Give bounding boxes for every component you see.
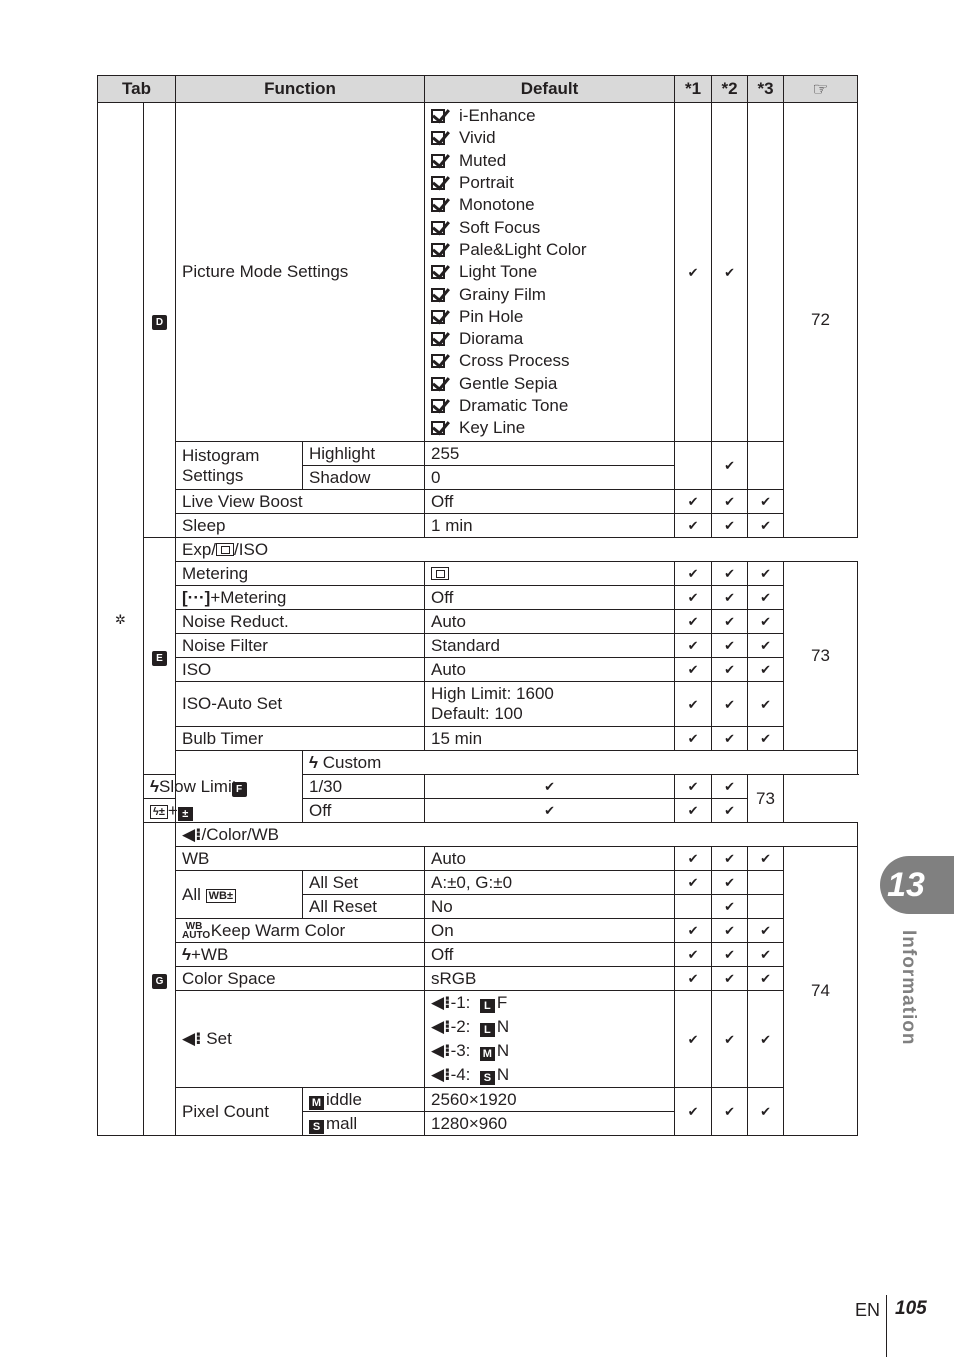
check-icon: ✔ bbox=[760, 851, 771, 867]
color-space-label: Color Space bbox=[176, 967, 425, 991]
all-reset-value: No bbox=[425, 895, 675, 919]
quality-set-item: ◀⁝-4: S N bbox=[431, 1065, 510, 1085]
tab-g bbox=[144, 823, 176, 1136]
table-row bbox=[98, 442, 858, 490]
pointing-hand-icon: ☞ bbox=[812, 78, 829, 99]
wb-value: Auto bbox=[425, 847, 675, 871]
table-row bbox=[98, 103, 858, 442]
check-icon: ✔ bbox=[724, 662, 735, 678]
picture-mode-item-label: Pale&Light Color bbox=[459, 239, 587, 259]
table-row bbox=[98, 562, 858, 586]
page-ref-72: 72 bbox=[784, 103, 858, 538]
check-icon: ✔ bbox=[760, 518, 771, 534]
tab-f-icon: F bbox=[232, 782, 247, 797]
check-icon: ✔ bbox=[687, 803, 699, 819]
tab-d bbox=[144, 103, 176, 538]
table-row bbox=[98, 919, 858, 943]
table-row bbox=[98, 847, 858, 871]
tab-d-icon: D bbox=[152, 315, 167, 330]
picture-mode-item-label: Vivid bbox=[459, 128, 496, 148]
chapter-label: Information bbox=[898, 930, 919, 1046]
check-icon: ✔ bbox=[760, 1104, 771, 1120]
checkbox-checked-icon bbox=[431, 221, 445, 235]
picture-mode-item bbox=[431, 194, 668, 216]
pixel-small-value: 1280×960 bbox=[431, 1114, 508, 1134]
picture-mode-item bbox=[431, 417, 668, 439]
header-col3: *3 bbox=[748, 76, 784, 103]
check-icon: ✔ bbox=[687, 590, 699, 606]
image-quality-icon: ◀⁝ bbox=[431, 1041, 451, 1061]
quality-set-list bbox=[431, 991, 668, 1087]
table-row bbox=[98, 586, 858, 610]
section-color bbox=[98, 823, 858, 847]
checkbox-checked-icon bbox=[431, 332, 445, 346]
check-icon: ✔ bbox=[724, 1031, 735, 1047]
live-view-boost-value: Off bbox=[425, 490, 675, 514]
picture-mode-item bbox=[431, 216, 668, 238]
tab-e-icon: E bbox=[152, 651, 167, 666]
section-exp bbox=[98, 538, 858, 562]
picture-mode-item-label: Soft Focus bbox=[459, 217, 541, 237]
check-icon: ✔ bbox=[724, 614, 735, 630]
header-col2: *2 bbox=[712, 76, 748, 103]
header-tab: Tab bbox=[98, 76, 176, 103]
check-icon: ✔ bbox=[687, 662, 699, 678]
metering-value bbox=[425, 562, 675, 586]
pixel-middle-label: M iddle bbox=[303, 1088, 424, 1112]
wb-auto-icon: WB AUTO bbox=[182, 921, 211, 942]
check-icon: ✔ bbox=[687, 971, 699, 987]
picture-mode-item-label: i-Enhance bbox=[459, 106, 536, 126]
flash-icon: ϟ bbox=[182, 944, 191, 964]
histogram-label: Histogram Settings bbox=[176, 442, 303, 490]
check-icon: ✔ bbox=[760, 662, 771, 678]
picture-mode-item bbox=[431, 350, 668, 372]
table-row bbox=[98, 943, 858, 967]
check-icon: ✔ bbox=[760, 638, 771, 654]
picture-mode-item bbox=[431, 283, 668, 305]
picture-mode-item-label: Cross Process bbox=[459, 351, 570, 371]
table-row bbox=[98, 490, 858, 514]
pixel-count-label: Pixel Count bbox=[176, 1088, 303, 1136]
check-icon: ✔ bbox=[687, 1104, 699, 1120]
gear-icon: ✲ bbox=[115, 612, 126, 628]
all-wb-label: All WB± bbox=[176, 871, 303, 919]
check-icon: ✔ bbox=[687, 1031, 699, 1047]
tab-e bbox=[144, 538, 176, 775]
all-reset-label: All Reset bbox=[303, 895, 425, 919]
picture-mode-item bbox=[431, 239, 668, 261]
table-row bbox=[98, 727, 858, 751]
iso-auto-value: High Limit: 1600 Default: 100 bbox=[425, 682, 675, 727]
picture-mode-item-label: Light Tone bbox=[459, 262, 538, 282]
check-icon: ✔ bbox=[760, 971, 771, 987]
check-icon: ✔ bbox=[724, 518, 735, 534]
check-icon: ✔ bbox=[687, 614, 699, 630]
checkbox-checked-icon bbox=[431, 310, 445, 324]
check-icon: ✔ bbox=[724, 851, 735, 867]
check-icon: ✔ bbox=[687, 264, 699, 280]
keep-warm-value: On bbox=[425, 919, 675, 943]
check-icon: ✔ bbox=[724, 899, 735, 915]
table-row bbox=[98, 682, 858, 727]
noise-filter-label: Noise Filter bbox=[176, 634, 425, 658]
check-icon: ✔ bbox=[687, 731, 699, 747]
check-icon: ✔ bbox=[760, 696, 771, 712]
noise-reduct-value: Auto bbox=[425, 610, 675, 634]
pixel-small-label: S mall bbox=[303, 1112, 424, 1135]
picture-mode-item bbox=[431, 306, 668, 328]
flash-comp-value: Off bbox=[303, 799, 425, 823]
header-col1: *1 bbox=[675, 76, 712, 103]
picture-mode-item bbox=[431, 172, 668, 194]
image-quality-icon: ◀⁝ bbox=[431, 993, 451, 1013]
picture-mode-item-label: Grainy Film bbox=[459, 284, 546, 304]
check-icon: ✔ bbox=[724, 803, 735, 819]
picture-mode-item bbox=[431, 105, 668, 127]
table-row bbox=[98, 610, 858, 634]
checkbox-checked-icon bbox=[431, 131, 445, 145]
check-icon: ✔ bbox=[724, 264, 735, 280]
checkbox-checked-icon bbox=[431, 176, 445, 190]
iso-value: Auto bbox=[425, 658, 675, 682]
check-icon: ✔ bbox=[760, 614, 771, 630]
checkbox-checked-icon bbox=[431, 198, 445, 212]
iso-auto-label: ISO-Auto Set bbox=[176, 682, 425, 727]
table-row bbox=[98, 871, 858, 895]
table-header bbox=[98, 76, 858, 103]
all-set-value: A:±0, G:±0 bbox=[425, 871, 675, 895]
check-icon: ✔ bbox=[544, 803, 555, 819]
table-row bbox=[98, 967, 858, 991]
flash-wb-value: Off bbox=[425, 943, 675, 967]
section-flash bbox=[98, 751, 858, 775]
check-icon: ✔ bbox=[687, 947, 699, 963]
exposure-comp-icon: ± bbox=[178, 807, 193, 821]
check-icon: ✔ bbox=[687, 779, 699, 795]
check-icon: ✔ bbox=[760, 923, 771, 939]
check-icon: ✔ bbox=[724, 923, 735, 939]
histogram-highlight-value: 255 bbox=[425, 442, 674, 466]
pixel-middle-value: 2560×1920 bbox=[425, 1088, 674, 1112]
noise-reduct-label: Noise Reduct. bbox=[176, 610, 425, 634]
custom-menu-table bbox=[97, 75, 858, 1136]
check-icon: ✔ bbox=[724, 696, 735, 712]
check-icon: ✔ bbox=[724, 638, 735, 654]
page-ref-73: 73 bbox=[784, 562, 858, 751]
image-quality-icon: ◀⁝ bbox=[431, 1065, 451, 1085]
slow-limit-value: 1/30 bbox=[303, 775, 425, 799]
chapter-number: 13 bbox=[887, 866, 925, 904]
check-icon: ✔ bbox=[724, 494, 735, 510]
pixel-count-sub bbox=[303, 1088, 425, 1136]
flash-comp-label: ϟ± + ± bbox=[144, 799, 303, 823]
check-icon: ✔ bbox=[687, 566, 699, 582]
bulb-timer-value: 15 min bbox=[425, 727, 675, 751]
picture-mode-item-label: Muted bbox=[459, 150, 507, 170]
image-quality-icon: ◀⁝ bbox=[182, 1029, 202, 1049]
flash-title: ϟ Custom bbox=[303, 751, 858, 775]
table-row bbox=[98, 634, 858, 658]
histogram-shadow-value: 0 bbox=[431, 468, 441, 488]
histogram-subcell bbox=[303, 442, 425, 490]
picture-mode-item-label: Key Line bbox=[459, 418, 526, 438]
checkbox-checked-icon bbox=[431, 354, 445, 368]
check-icon: ✔ bbox=[687, 696, 699, 712]
table-row bbox=[98, 658, 858, 682]
tab-gear bbox=[98, 103, 144, 1136]
picture-mode-item-label: Monotone bbox=[459, 195, 535, 215]
check-icon: ✔ bbox=[724, 1104, 735, 1120]
check-icon: ✔ bbox=[687, 638, 699, 654]
check-icon: ✔ bbox=[760, 566, 771, 582]
picture-mode-item-label: Dramatic Tone bbox=[459, 396, 569, 415]
picture-mode-item-label: Diorama bbox=[459, 329, 524, 349]
header-ref bbox=[784, 76, 858, 103]
check-icon: ✔ bbox=[687, 518, 699, 534]
af-metering-value: Off bbox=[425, 586, 675, 610]
check-icon: ✔ bbox=[724, 947, 735, 963]
iso-label: ISO bbox=[176, 658, 425, 682]
picture-mode-item bbox=[431, 373, 668, 395]
footer-language: EN bbox=[855, 1300, 881, 1320]
live-view-boost-label: Live View Boost bbox=[176, 490, 425, 514]
checkbox-checked-icon bbox=[431, 377, 445, 391]
sleep-value: 1 min bbox=[425, 514, 675, 538]
picture-mode-list bbox=[425, 103, 675, 442]
checkbox-checked-icon bbox=[431, 399, 445, 413]
checkbox-checked-icon bbox=[431, 288, 445, 302]
table-row bbox=[98, 775, 858, 799]
image-quality-icon: ◀⁝ bbox=[182, 824, 202, 844]
wb-comp-icon: WB± bbox=[206, 889, 236, 903]
checkbox-checked-icon bbox=[431, 265, 445, 279]
checkbox-checked-icon bbox=[431, 109, 445, 123]
metering-label: Metering bbox=[176, 562, 425, 586]
size-icon: L bbox=[480, 1023, 495, 1037]
check-icon: ✔ bbox=[760, 947, 771, 963]
histogram-highlight: Highlight bbox=[303, 442, 424, 466]
table-row bbox=[98, 1088, 858, 1136]
metering-icon bbox=[216, 543, 234, 556]
quality-set-item: ◀⁝-2: L N bbox=[431, 1017, 510, 1037]
checkbox-checked-icon bbox=[431, 243, 445, 257]
quality-set-values bbox=[425, 991, 675, 1088]
header-function: Function bbox=[176, 76, 425, 103]
check-icon: ✔ bbox=[687, 923, 699, 939]
flash-icon: ϟ bbox=[150, 776, 159, 796]
check-icon: ✔ bbox=[724, 566, 735, 582]
af-metering-label: [···]+Metering bbox=[176, 586, 425, 610]
picture-mode-label: Picture Mode Settings bbox=[176, 103, 425, 442]
pixel-count-values bbox=[425, 1088, 675, 1136]
slow-limit-label: ϟSlow Limit bbox=[144, 775, 303, 799]
sleep-label: Sleep bbox=[176, 514, 425, 538]
quality-set-label: ◀⁝ Set bbox=[176, 991, 425, 1088]
picture-mode-item bbox=[431, 150, 668, 172]
header-default: Default bbox=[425, 76, 675, 103]
picture-mode-item-label: Portrait bbox=[459, 173, 514, 193]
picture-mode-item bbox=[431, 261, 668, 283]
page-ref-73b: 73 bbox=[748, 775, 784, 823]
noise-filter-value: Standard bbox=[425, 634, 675, 658]
check-icon: ✔ bbox=[724, 971, 735, 987]
wb-label: WB bbox=[176, 847, 425, 871]
picture-mode-items bbox=[431, 103, 668, 441]
keep-warm-label: WB AUTO Keep Warm Color bbox=[176, 919, 425, 943]
check-icon: ✔ bbox=[687, 851, 699, 867]
color-title: ◀⁝/Color/WB bbox=[176, 823, 858, 847]
quality-set-item: ◀⁝-3: M N bbox=[431, 1041, 510, 1061]
picture-mode-item bbox=[431, 127, 668, 149]
checkbox-checked-icon bbox=[431, 154, 445, 168]
bulb-timer-label: Bulb Timer bbox=[176, 727, 425, 751]
picture-mode-item-label: Pin Hole bbox=[459, 306, 524, 326]
all-set-label: All Set bbox=[303, 871, 425, 895]
af-target-icon: [···] bbox=[182, 587, 211, 607]
size-s-icon: S bbox=[309, 1120, 324, 1134]
metering-icon bbox=[431, 567, 449, 580]
color-space-value: sRGB bbox=[425, 967, 675, 991]
size-icon: L bbox=[480, 999, 495, 1013]
check-icon: ✔ bbox=[760, 1031, 771, 1047]
flash-comp-icon: ϟ± bbox=[150, 805, 168, 819]
quality-set-item: ◀⁝-1: L F bbox=[431, 993, 508, 1013]
histogram-shadow: Shadow bbox=[309, 468, 371, 488]
check-icon: ✔ bbox=[724, 590, 735, 606]
check-icon: ✔ bbox=[760, 590, 771, 606]
picture-mode-item bbox=[431, 395, 668, 417]
check-icon: ✔ bbox=[687, 494, 699, 510]
check-icon: ✔ bbox=[724, 731, 735, 747]
picture-mode-item-label: Gentle Sepia bbox=[459, 373, 558, 393]
flash-wb-label: ϟ+WB bbox=[176, 943, 425, 967]
image-quality-icon: ◀⁝ bbox=[431, 1017, 451, 1037]
check-icon: ✔ bbox=[724, 875, 735, 891]
exp-title: Exp/ /ISO bbox=[176, 538, 858, 562]
check-icon: ✔ bbox=[724, 458, 735, 474]
check-icon: ✔ bbox=[687, 875, 699, 891]
histogram-values bbox=[425, 442, 675, 490]
check-icon: ✔ bbox=[724, 779, 735, 795]
check-icon: ✔ bbox=[760, 731, 771, 747]
check-icon: ✔ bbox=[760, 494, 771, 510]
tab-g-icon: G bbox=[152, 974, 167, 989]
footer-divider bbox=[886, 1295, 887, 1357]
size-icon: M bbox=[480, 1047, 495, 1061]
picture-mode-item bbox=[431, 328, 668, 350]
page-number: 105 bbox=[895, 1298, 927, 1319]
table-row bbox=[98, 799, 858, 823]
size-icon: S bbox=[480, 1071, 495, 1085]
size-m-icon: M bbox=[309, 1096, 324, 1110]
table-row bbox=[98, 514, 858, 538]
flash-icon: ϟ bbox=[309, 752, 318, 772]
checkbox-checked-icon bbox=[431, 421, 445, 435]
page-ref-74: 74 bbox=[784, 847, 858, 1136]
check-icon: ✔ bbox=[544, 779, 555, 795]
table-row bbox=[98, 991, 858, 1088]
